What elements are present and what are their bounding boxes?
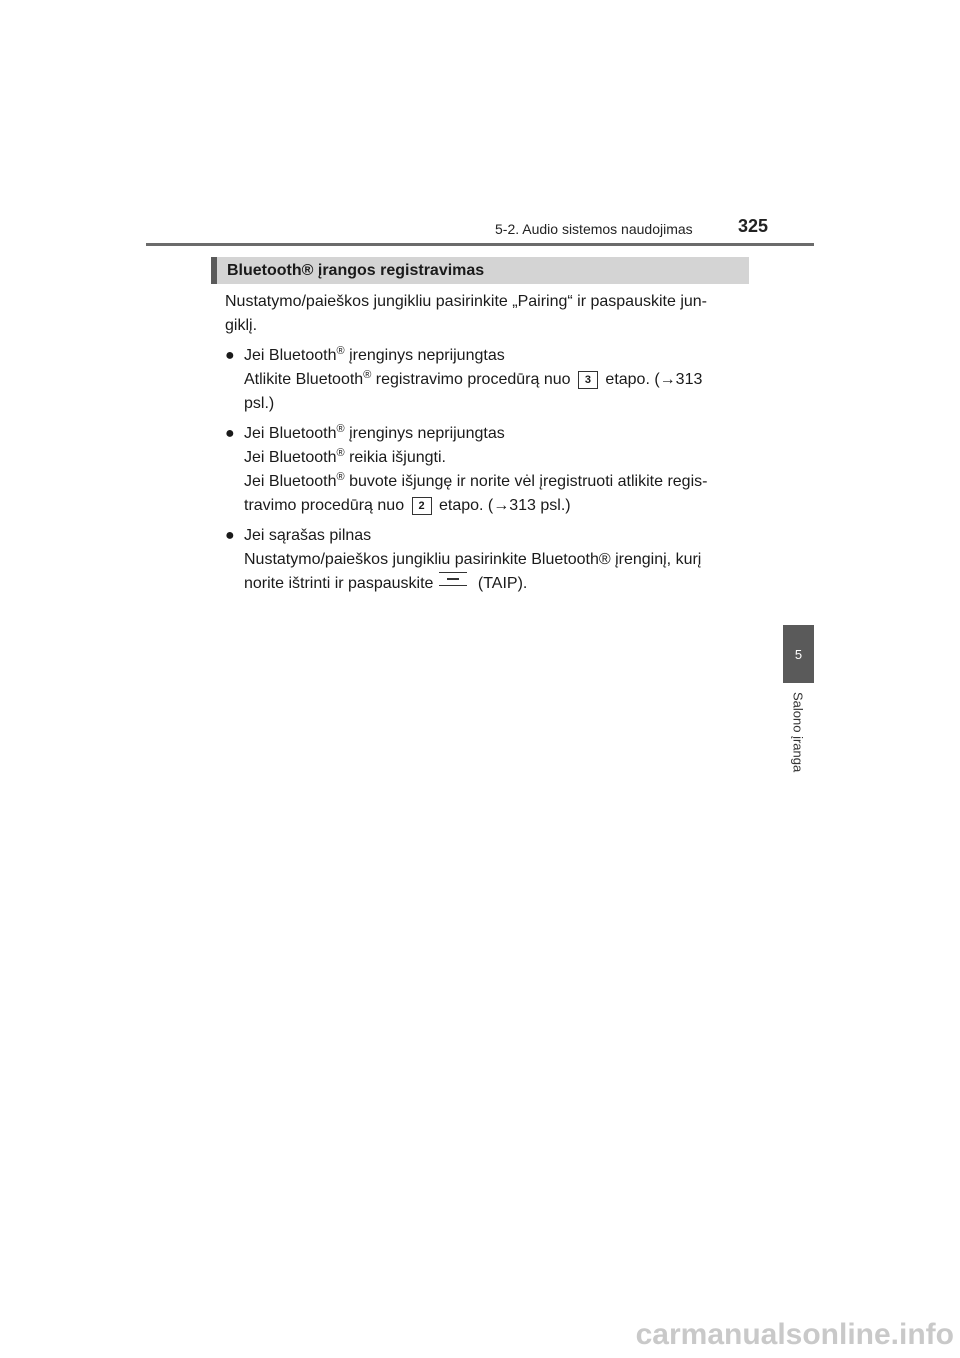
item-heading: Jei Bluetooth® įrenginys neprijungtas [244,423,505,442]
section-heading-bar [211,257,749,284]
bullet-icon: ● [225,425,235,442]
intro-paragraph [225,290,745,338]
item-text: Jei Bluetooth® reikia išjungti. [244,447,446,466]
body-text [225,290,745,602]
section-heading-accent [211,257,217,284]
page-number: 325 [738,216,769,236]
chapter-tab [783,625,814,683]
chapter-label: Salono įranga [790,692,806,773]
list-item [225,344,745,416]
list-item [225,422,745,518]
intro-line: Nustatymo/paieškos jungikliu pasirinkite „Pairing“ ir paspauskite jun- [225,293,707,310]
item-text: Nustatymo/paieškos jungikliu pasirinkite Bluetooth® įrenginį, kurį [244,551,702,568]
item-text: Jei Bluetooth® buvote išjungę ir norite vėl įregistruoti atlikite regis- [244,471,708,490]
bullet-icon: ● [225,527,235,544]
chapter-number: 5 [794,646,803,662]
list-item [225,524,745,596]
item-text: travimo procedūrą nuo 2 etapo. (→313 psl.) [244,497,571,514]
watermark: carmanualsonline.info [635,1318,954,1351]
section-heading-title: Bluetooth® įrangos registravimas [227,261,485,279]
item-heading: Jei sąrašas pilnas [244,527,372,544]
item-text: Atlikite Bluetooth® registravimo procedūrą nuo 3 etapo. (→313 [244,369,703,388]
item-heading: Jei Bluetooth® įrenginys neprijungtas [244,345,505,364]
intro-line: giklį. [225,317,258,334]
item-text: psl.) [244,395,275,412]
yes-button-icon [439,572,467,586]
header-rule [146,243,814,246]
item-text: norite ištrinti ir paspauskite (TAIP). [244,575,527,592]
step-number-badge: 3 [578,371,598,389]
bullet-icon: ● [225,347,235,364]
header-section-title: 5-2. Audio sistemos naudojimas [495,221,693,237]
step-number-badge: 2 [412,497,432,515]
